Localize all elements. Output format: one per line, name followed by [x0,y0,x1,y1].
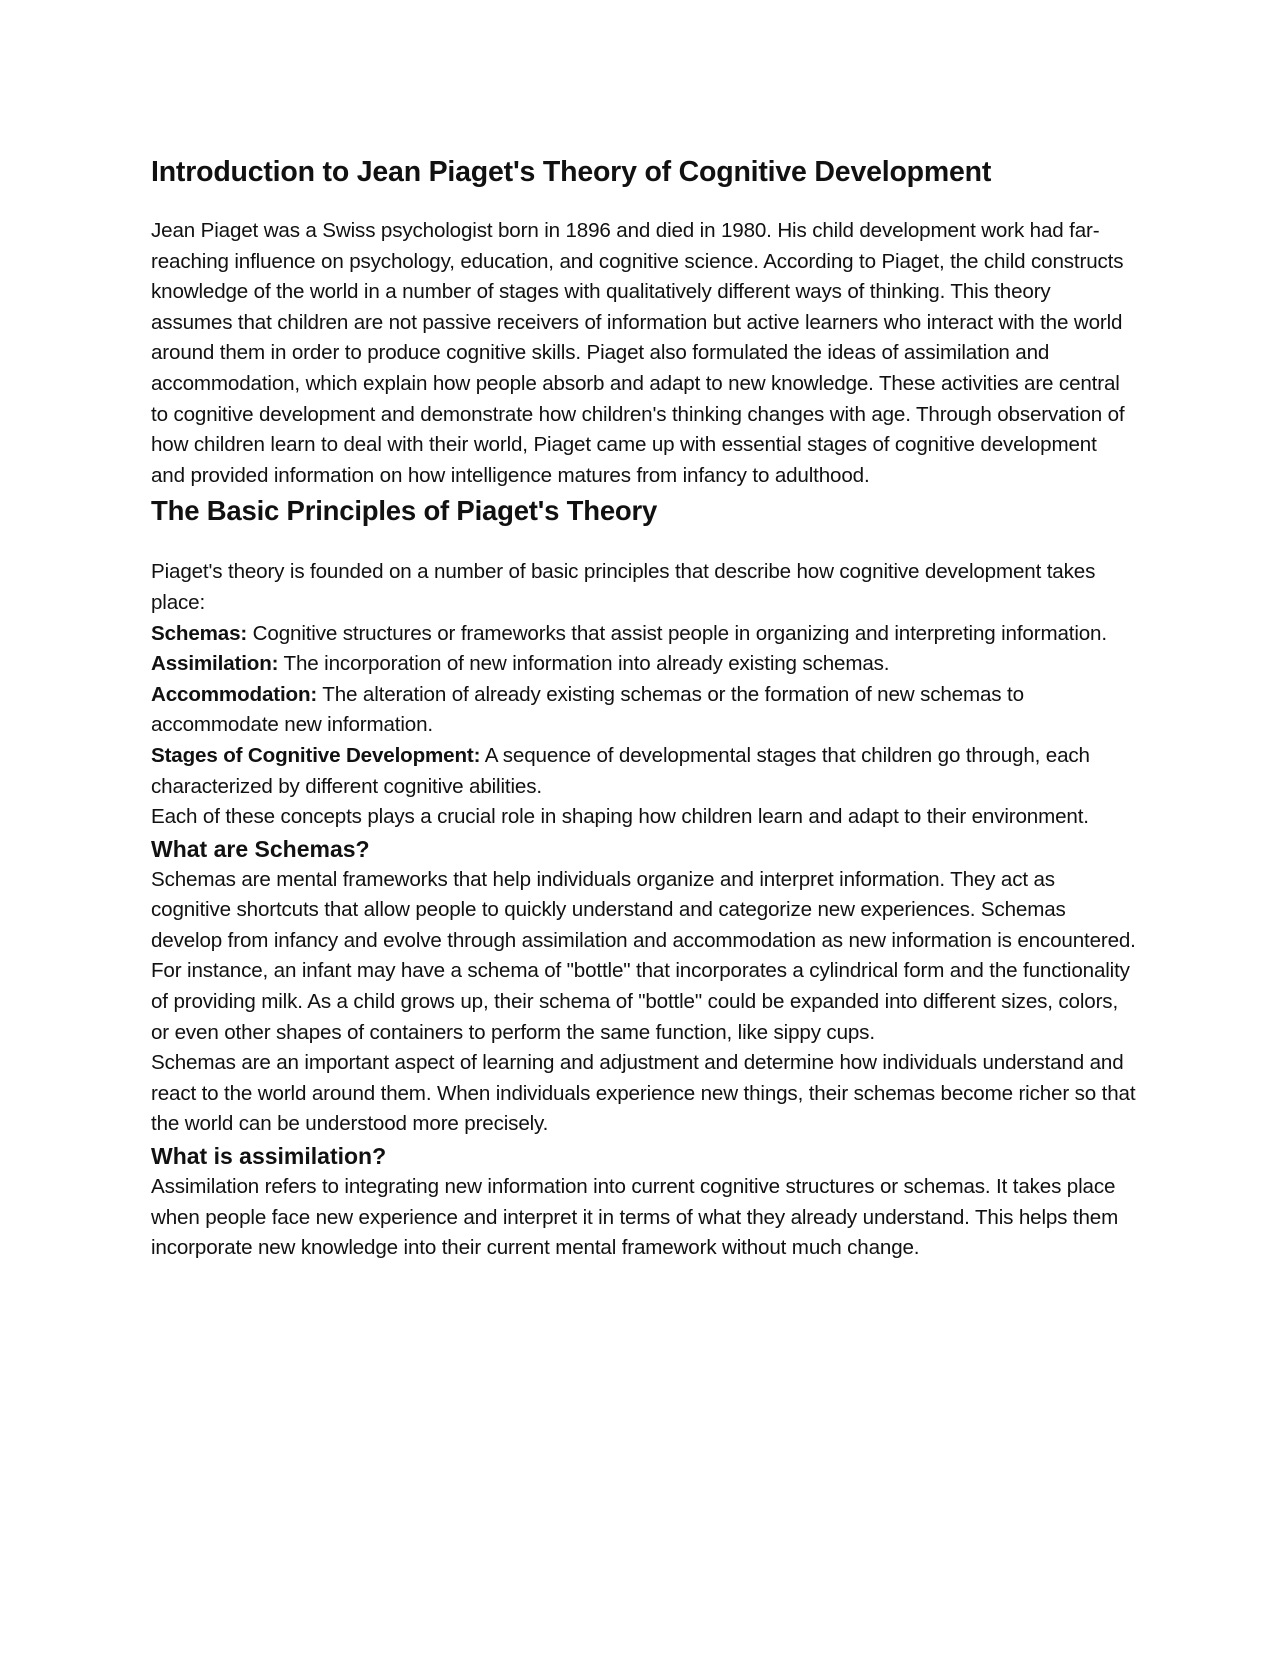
principle-term: Stages of Cognitive Development: [151,743,481,767]
principle-term: Assimilation: [151,652,279,676]
schemas-paragraph: Schemas are mental frameworks that help individuals organize and interpret information. They act as cognitive shortcuts that allow people to quickly understand and categorize new experiences. Schemas develop from infancy and evolve through assimilation and accommodation as new information is encountered. [151,867,1136,952]
principles-closing: Each of these concepts plays a crucial role in shaping how children learn and adapt to their environment. [151,805,1089,829]
principle-definition: The incorporation of new information into already existing schemas. [278,652,890,676]
principle-term: Accommodation: [151,682,318,706]
schemas-paragraph: For instance, an infant may have a schema of "bottle" that incorporates a cylindrical form and the functionality of providing milk. As a child grows up, their schema of "bottle" could be expanded into different sizes, colors, or even other shapes of containers to perform the same function, like sippy cups. [151,959,1130,1044]
principle-item-assimilation [151,649,1136,680]
principle-item-stages [151,741,1136,802]
document-title: Introduction to Jean Piaget's Theory of Cognitive Development [151,156,992,188]
principles-heading: The Basic Principles of Piaget's Theory [151,495,658,527]
document-page [151,150,1136,1264]
schemas-heading: What are Schemas? [151,835,370,862]
assimilation-heading: What is assimilation? [151,1143,387,1170]
assimilation-paragraph: Assimilation refers to integrating new information into current cognitive structures or schemas. It takes place when people face new experience and interpret it in terms of what they already understand. This helps them incorporate new knowledge into their current mental framework without much change. [151,1175,1119,1260]
principle-term: Schemas: [151,621,248,645]
principles-lead: Piaget's theory is founded on a number of basic principles that describe how cognitive development takes place: [151,560,1096,614]
schemas-paragraph: Schemas are an important aspect of learning and adjustment and determine how individuals understand and react to the world around them. When individuals experience new things, their schemas become richer so that the world can be understood more precisely. [151,1051,1136,1136]
spacer [151,531,1136,557]
principle-item-accommodation [151,680,1136,741]
spacer [151,194,1136,216]
principle-definition: Cognitive structures or frameworks that assist people in organizing and interpreting information. [247,621,1107,645]
intro-paragraph: Jean Piaget was a Swiss psychologist born in 1896 and died in 1980. His child development work had far-reaching influence on psychology, education, and cognitive science. According to Piaget, the child constructs knowledge of the world in a number of stages with qualitatively different ways of thinking. This theory assumes that children are not passive receivers of information but active learners who interact with the world around them in order to produce cognitive skills. Piaget also formulated the ideas of assimilation and accommodation, which explain how people absorb and adapt to new knowledge. These activities are central to cognitive development and demonstrate how children's thinking changes with age. Through observation of how children learn to deal with their world, Piaget came up with essential stages of cognitive development and provided information on how intelligence matures from infancy to adulthood. [151,219,1125,487]
principle-item-schemas [151,619,1136,650]
principle-definition: A sequence of developmental stages that children go through, each characterized by different cognitive abilities. [151,743,1090,798]
principle-definition: The alteration of already existing schemas or the formation of new schemas to accommodate new information. [151,682,1024,737]
